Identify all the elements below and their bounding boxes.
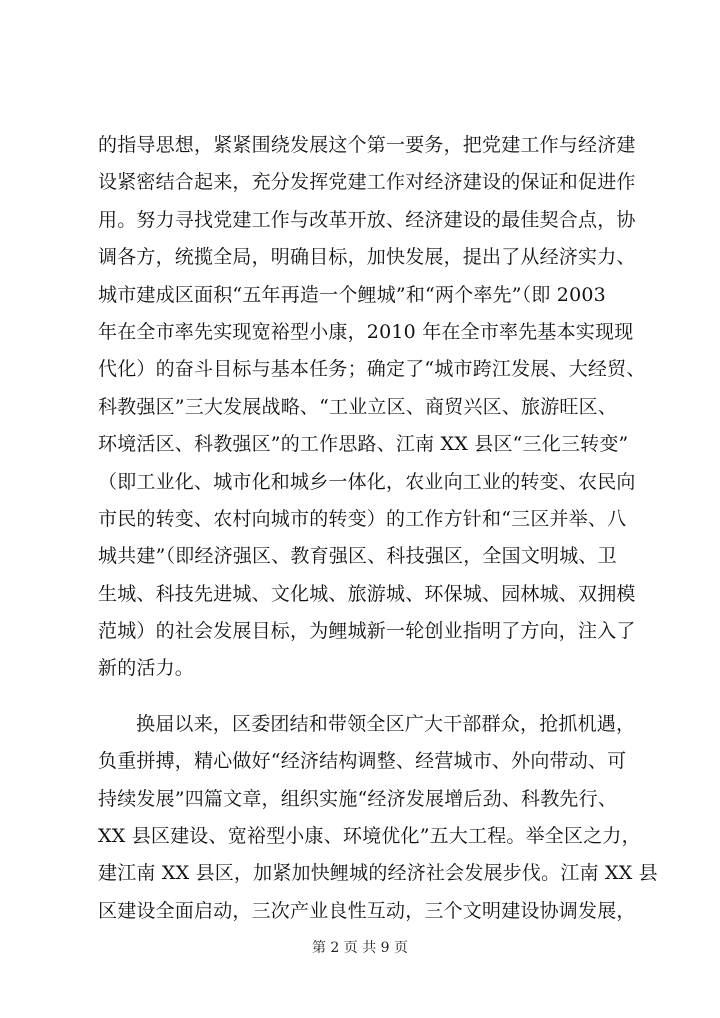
text-line: 市民的转变、农村向城市的转变）的工作方针和“三区并举、八 xyxy=(98,507,627,530)
text-line: 生城、科技先进城、文化城、旅游城、环保城、园林城、双拥模 xyxy=(98,582,636,605)
text-line: 调各方，统揽全局，明确目标，加快发展，提出了从经济实力、 xyxy=(98,246,636,269)
text-line: 范城）的社会发展目标，为鲤城新一轮创业指明了方向，注入了 xyxy=(98,620,636,643)
text-line: XX 县区建设、宽裕型小康、环境优化”五大工程。举全区之力， xyxy=(98,825,641,848)
text-line: 代化）的奋斗目标与基本任务；确定了“城市跨江发展、大经贸、 xyxy=(98,358,646,381)
page-number-footer: 第 2 页 共 9 页 xyxy=(311,940,409,956)
text-line: 的指导思想，紧紧围绕发展这个第一要务，把党建工作与经济建 xyxy=(98,134,636,156)
text-line: 新的活力。 xyxy=(98,657,195,680)
text-line: 城市建成区面积“五年再造一个鲤城”和“两个率先”（即 2003 xyxy=(98,283,606,306)
body-text xyxy=(98,127,658,930)
text-line: 用。努力寻找党建工作与改革开放、经济建设的最佳契合点，协 xyxy=(98,208,636,231)
text-line: 负重拼搏，精心做好“经济结构调整、经营城市、外向带动、可 xyxy=(98,750,627,773)
text-line: 城共建”（即经济强区、教育强区、科技强区，全国文明城、卫 xyxy=(98,545,617,568)
paragraph-first-line: 换届以来，区委团结和带领全区广大干部群众，抢抓机遇， xyxy=(136,712,636,735)
text-line: （即工业化、城市化和城乡一体化，农业向工业的转变、农民向 xyxy=(98,470,636,493)
text-line: 设紧密结合起来，充分发挥党建工作对经济建设的保证和促进作 xyxy=(98,171,636,194)
text-line: 持续发展”四篇文章，组织实施“经济发展增后劲、科教先行、 xyxy=(98,787,618,810)
text-line: 区建设全面启动，三次产业良性互动，三个文明建设协调发展， xyxy=(98,899,636,922)
paragraph-gap xyxy=(98,688,658,706)
text-line: 科教强区”三大发展战略、“工业立区、商贸兴区、旅游旺区、 xyxy=(98,395,618,418)
text-line: 建江南 XX 县区，加紧加快鲤城的经济社会发展步伐。江南 XX 县 xyxy=(98,862,658,885)
text-line: 环境活区、科教强区”的工作思路、江南 XX 县区“三化三转变” xyxy=(98,433,629,456)
text-line: 年在全市率先实现宽裕型小康，2010 年在全市率先基本实现现 xyxy=(98,320,634,343)
